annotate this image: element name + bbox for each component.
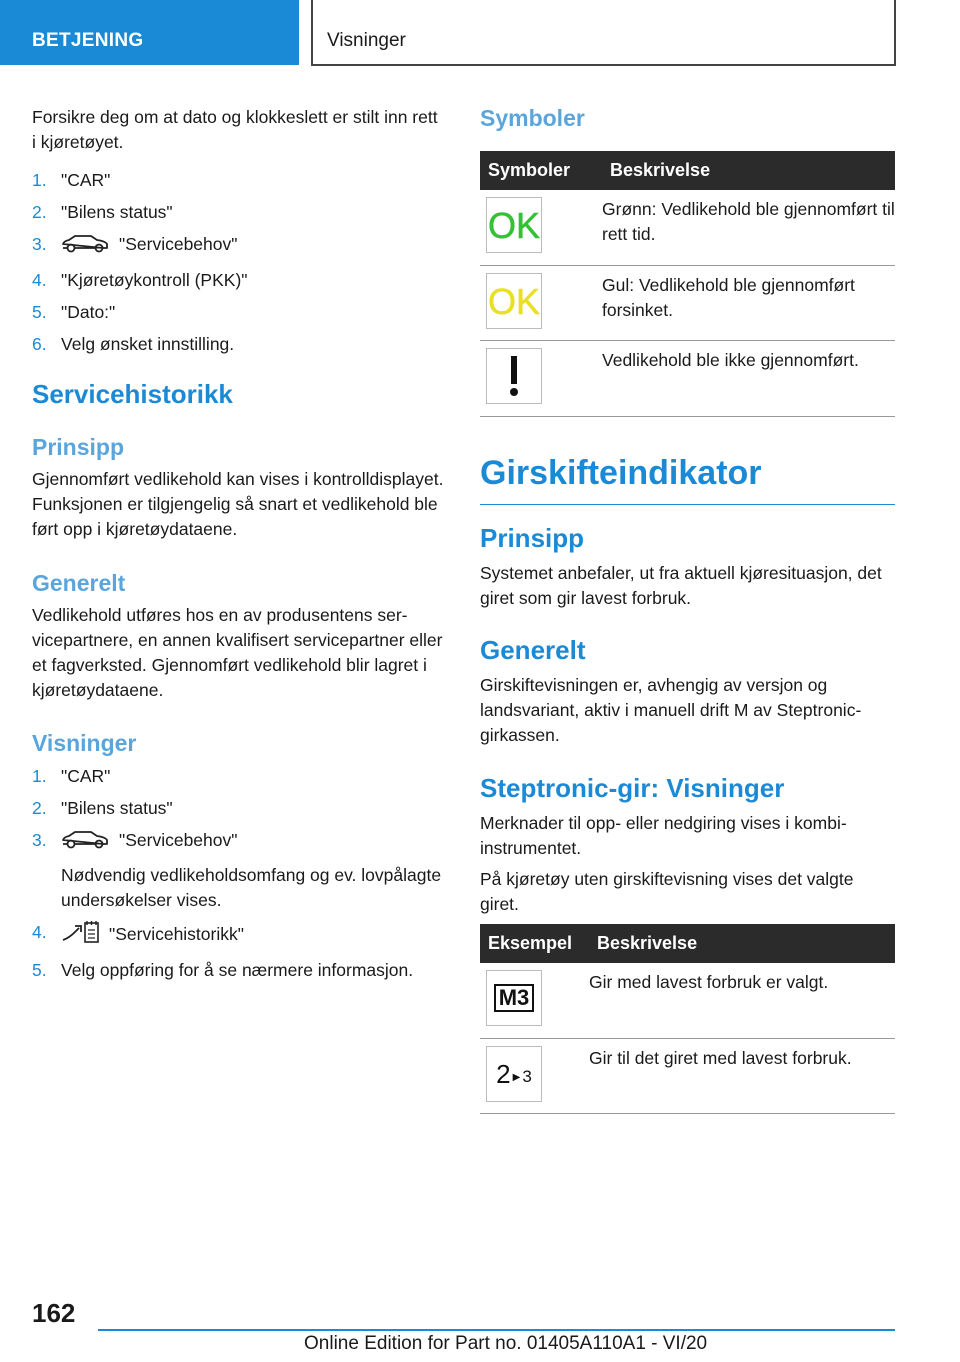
list-item — [32, 920, 444, 951]
table-row — [480, 190, 895, 265]
step-number: 1. — [32, 170, 47, 190]
list-item — [32, 232, 444, 261]
steps-list-1 — [32, 168, 444, 364]
footer-edition: Online Edition for Part no. 01405A110A1 - VI/20 — [304, 1333, 708, 1354]
step-number: 5. — [32, 960, 47, 980]
symbols-table — [480, 151, 895, 417]
step-text: "Dato:" — [61, 302, 116, 322]
prinsipp-text-right: Systemet anbefaler, ut fra aktuell kjøresituasjon, det giret som gir lavest forbruk. — [480, 563, 882, 608]
list-item — [32, 958, 444, 983]
generelt-text: Vedlikehold utføres hos en av produsentens servicepartnere, en annen kvalifisert servicepartner eller et fagverksted. Gjennomført vedlikehold blir lagret i kjøretøydataene. — [32, 605, 443, 700]
steptronic-text-2: På kjøretøy uten girskiftevisning vises det valgte giret. — [480, 869, 854, 914]
table-cell-desc: Vedlikehold ble ikke gjennomført. — [602, 340, 895, 416]
table-cell-icon — [480, 265, 602, 340]
heading-visninger: Visninger — [32, 730, 137, 756]
ok-green-icon — [486, 197, 542, 253]
table-row — [480, 1038, 895, 1113]
section-tab: BETJENING — [0, 0, 299, 65]
steps-list-2 — [32, 764, 444, 990]
step-text: "Servicebehov" — [119, 830, 238, 850]
column-header: Symboler — [480, 151, 602, 190]
car-icon — [61, 830, 109, 857]
column-header: Eksempel — [480, 924, 589, 963]
gear-to-label: 3 — [522, 1066, 532, 1086]
step-text: "CAR" — [61, 170, 111, 190]
arrow-right-icon: ▶ — [512, 1071, 521, 1083]
heading-servicehistorikk: Servicehistorikk — [32, 379, 233, 409]
step-text: "Servicebehov" — [119, 234, 238, 254]
step-number: 3. — [32, 234, 47, 254]
table-row — [480, 340, 895, 416]
page-number: 162 — [32, 1298, 76, 1328]
car-icon — [61, 234, 109, 261]
list-item — [32, 332, 444, 357]
step-number: 4. — [32, 270, 47, 290]
step-text: "Bilens status" — [61, 202, 173, 222]
table-cell-icon — [480, 1038, 589, 1113]
table-cell-desc: Grønn: Vedlikehold ble gjennomført til rett tid. — [602, 190, 895, 265]
intro-text: Forsikre deg om at dato og klokkeslett er stilt inn rett i kjøretøyet. — [32, 107, 438, 152]
step-subtext: Nødvendig vedlikeholdsomfang og ev. lovpålagte undersøkelser vises. — [61, 865, 442, 910]
prinsipp-text: Gjennomført vedlikehold kan vises i kontrolldisplayet. Funksjonen er tilgjengelig så snart et vedlikehold ble ført opp i kjøretøydataene. — [32, 469, 444, 539]
step-number: 1. — [32, 766, 47, 786]
table-row — [480, 265, 895, 340]
ok-yellow-icon — [486, 273, 542, 329]
step-number: 6. — [32, 334, 47, 354]
heading-prinsipp-right: Prinsipp — [480, 523, 585, 553]
shift-2-to-3-icon — [486, 1046, 542, 1102]
heading-girskifteindikator: Girskifteindikator — [480, 452, 895, 505]
step-number: 5. — [32, 302, 47, 322]
step-number: 4. — [32, 922, 47, 942]
step-text: "Bilens status" — [61, 798, 173, 818]
footer-divider — [98, 1329, 895, 1331]
list-item — [32, 300, 444, 325]
service-history-icon — [61, 920, 101, 951]
list-item — [32, 796, 444, 821]
step-text: Velg ønsket innstilling. — [61, 334, 235, 354]
heading-generelt: Generelt — [32, 570, 126, 596]
exclamation-icon — [486, 348, 542, 404]
column-header: Beskrivelse — [589, 924, 895, 963]
step-number: 2. — [32, 202, 47, 222]
list-item — [32, 168, 444, 193]
list-item — [32, 268, 444, 293]
table-cell-desc: Gul: Vedlikehold ble gjennomført forsinket. — [602, 265, 895, 340]
step-number: 3. — [32, 830, 47, 850]
table-cell-desc: Gir til det giret med lavest forbruk. — [589, 1038, 895, 1113]
heading-generelt-right: Generelt — [480, 635, 586, 665]
gear-from-label: 2 — [496, 1058, 511, 1089]
table-row — [480, 963, 895, 1038]
step-text: "Servicehistorikk" — [109, 924, 244, 944]
list-item — [32, 828, 444, 913]
table-cell-icon — [480, 963, 589, 1038]
steptronic-text-1: Merknader til opp- eller nedgiring vises i kombiinstrumentet. — [480, 813, 847, 858]
column-header: Beskrivelse — [602, 151, 895, 190]
svg-text:OK: OK — [488, 280, 540, 321]
svg-text:OK: OK — [488, 205, 540, 245]
m3-gear-icon — [486, 970, 542, 1026]
step-text: Velg oppføring for å se nærmere informasjon. — [61, 960, 414, 980]
list-item — [32, 200, 444, 225]
page-title-tab: Visninger — [311, 0, 896, 66]
table-header-row — [480, 151, 895, 190]
heading-symboler: Symboler — [480, 105, 585, 131]
step-number: 2. — [32, 798, 47, 818]
step-text: "Kjøretøykontroll (PKK)" — [61, 270, 248, 290]
table-cell-icon — [480, 340, 602, 416]
table-cell-icon — [480, 190, 602, 265]
heading-prinsipp: Prinsipp — [32, 434, 125, 460]
table-cell-desc: Gir med lavest forbruk er valgt. — [589, 963, 895, 1038]
list-item — [32, 764, 444, 789]
examples-table — [480, 924, 895, 1114]
table-header-row — [480, 924, 895, 963]
step-text: "CAR" — [61, 766, 111, 786]
m3-label: M3 — [494, 984, 535, 1012]
generelt-text-right: Girskiftevisningen er, avhengig av versjon og landsvariant, aktiv i manuell drift M av Steptronic-girkassen. — [480, 675, 862, 745]
heading-steptronic: Steptronic-gir: Visninger — [480, 773, 785, 803]
